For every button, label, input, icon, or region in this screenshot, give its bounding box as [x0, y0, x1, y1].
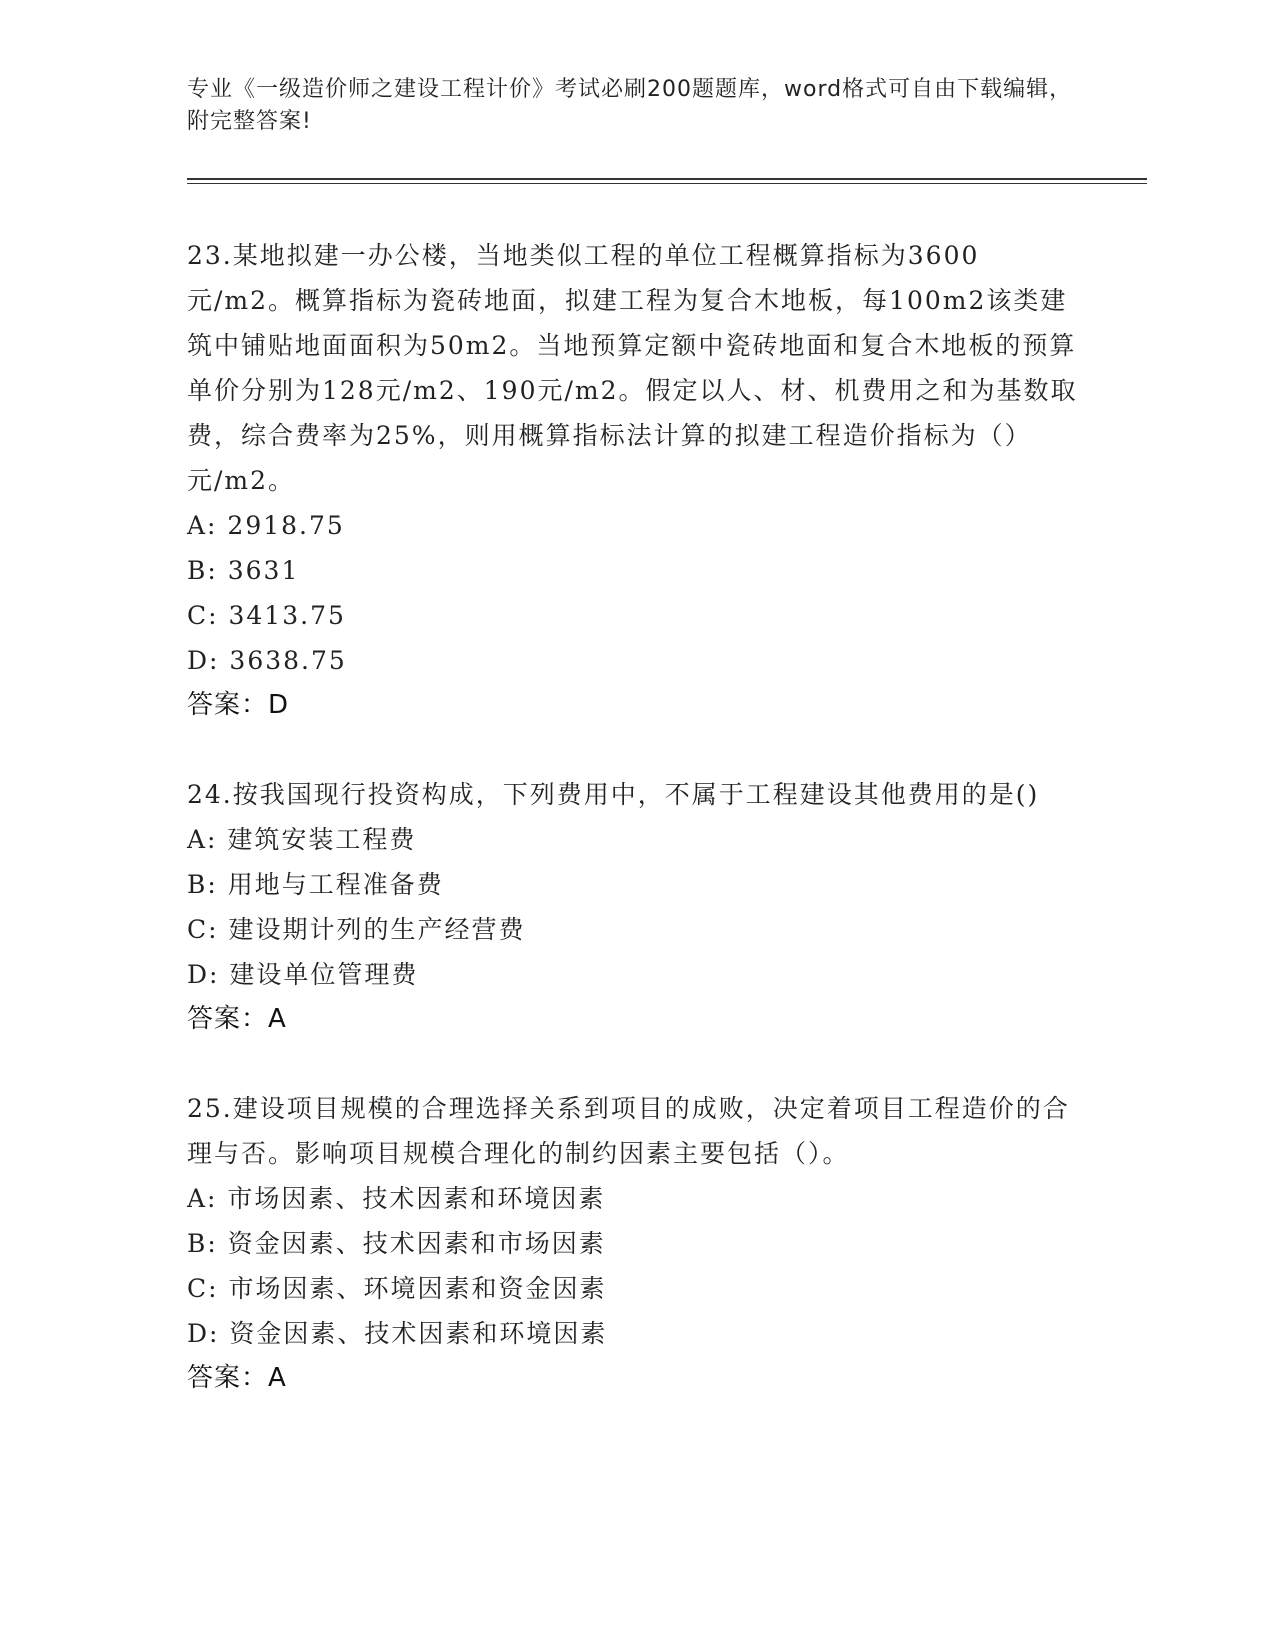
question-list — [187, 233, 1087, 1445]
option-b: B: 3631 — [187, 556, 300, 585]
answer-line: 答案：D — [187, 690, 290, 720]
question-24 — [187, 772, 1087, 1042]
option-c: C: 3413.75 — [187, 601, 346, 630]
question-stem: 25.建设项目规模的合理选择关系到项目的成败，决定着项目工程造价的合理与否。影响项目规模合理化的制约因素主要包括（）。 — [187, 1094, 1070, 1168]
document-header: 专业《一级造价师之建设工程计价》考试必刷200题题库，word格式可自由下载编辑，附完整答案! — [187, 77, 1073, 134]
question-stem: 23.某地拟建一办公楼，当地类似工程的单位工程概算指标为3600元/m2。概算指标为瓷砖地面，拟建工程为复合木地板，每100m2该类建筑中铺贴地面面积为50m2。当地预算定额中瓷砖地面和复合木地板的预算单价分别为128元/m2、190元/m2。假定以人、材、机费用之和为基数取费，综合费率为25%，则用概算指标法计算的拟建工程造价指标为（）元/m2。 — [187, 241, 1078, 495]
question-25 — [187, 1086, 1087, 1401]
option-d: D: 3638.75 — [187, 646, 347, 675]
question-stem: 24.按我国现行投资构成，下列费用中，不属于工程建设其他费用的是() — [187, 780, 1040, 809]
option-b: B: 资金因素、技术因素和市场因素 — [187, 1229, 606, 1258]
option-a: A: 建筑安装工程费 — [187, 825, 417, 854]
option-d: D: 建设单位管理费 — [187, 960, 419, 989]
question-23 — [187, 233, 1087, 728]
option-d: D: 资金因素、技术因素和环境因素 — [187, 1319, 608, 1348]
answer-line: 答案：A — [187, 1363, 287, 1393]
option-c: C: 市场因素、环境因素和资金因素 — [187, 1274, 607, 1303]
header-divider-thin — [187, 183, 1147, 184]
option-b: B: 用地与工程准备费 — [187, 870, 444, 899]
header-divider-thick — [187, 178, 1147, 180]
answer-line: 答案：A — [187, 1004, 287, 1034]
option-a: A: 2918.75 — [187, 511, 345, 540]
option-a: A: 市场因素、技术因素和环境因素 — [187, 1184, 606, 1213]
option-c: C: 建设期计列的生产经营费 — [187, 915, 526, 944]
